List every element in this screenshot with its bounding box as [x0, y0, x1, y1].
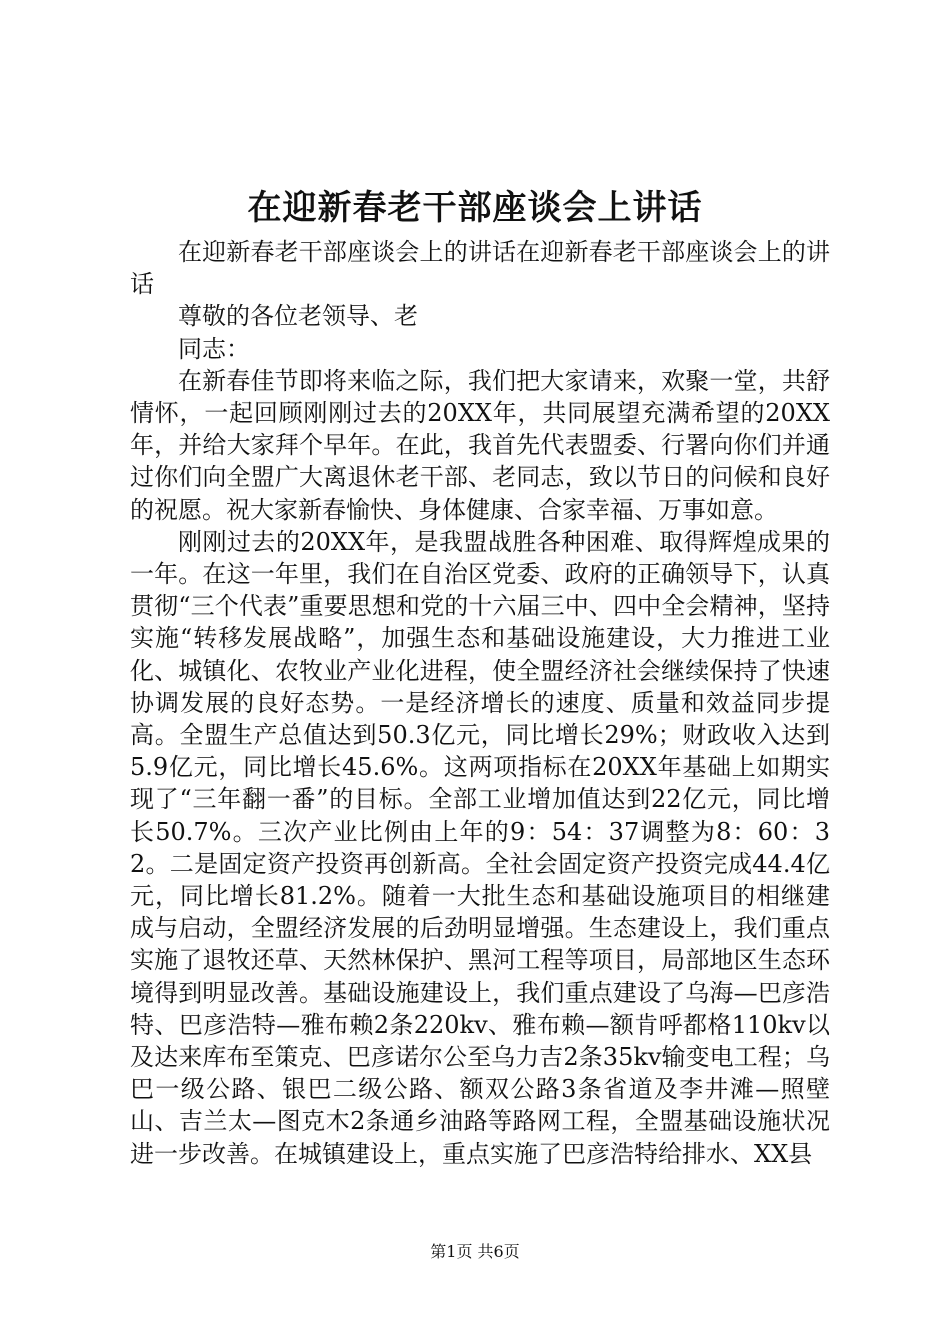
page-indicator: 第1页 共6页: [430, 1242, 520, 1261]
document-title: 在迎新春老干部座谈会上讲话: [247, 188, 703, 228]
paragraph-salutation: 尊敬的各位老领导、老: [178, 302, 418, 331]
paragraph-salutation-cont: 同志：: [178, 334, 250, 363]
paragraph-greeting: 在新春佳节即将来临之际，我们把大家请来，欢聚一堂，共舒情怀，一起回顾刚刚过去的20XX年，共同展望充满希望的20XX年，并给大家拜个早年。在此，我首先代表盟委、行署向你们并通过你们向全盟广大离退休老干部、老同志，致以节日的问候和良好的祝愿。祝大家新春愉快、身体健康、合家幸福、万事如意。: [130, 366, 830, 524]
document-body: [130, 236, 830, 1170]
paragraph-review: 刚刚过去的20XX年，是我盟战胜各种困难、取得辉煌成果的一年。在这一年里，我们在自治区党委、政府的正确领导下，认真贯彻“三个代表”重要思想和党的十六届三中、四中全会精神，坚持实施“转移发展战略”，加强生态和基础设施建设，大力推进工业化、城镇化、农牧业产业化进程，使全盟经济社会继续保持了快速协调发展的良好态势。一是经济增长的速度、质量和效益同步提高。全盟生产总值达到50.3亿元，同比增长29%；财政收入达到5.9亿元，同比增长45.6%。这两项指标在20XX年基础上如期实现了“三年翻一番”的目标。全部工业增加值达到22亿元，同比增长50.7%。三次产业比例由上年的9：54：37调整为8：60：32。二是固定资产投资再创新高。全社会固定资产投资完成44.4亿元，同比增长81.2%。随着一大批生态和基础设施项目的相继建成与启动，全盟经济发展的后劲明显增强。生态建设上，我们重点实施了退牧还草、天然林保护、黑河工程等项目，局部地区生态环境得到明显改善。基础设施建设上，我们重点建设了乌海—巴彦浩特、巴彦浩特—雅布赖2条220kv、雅布赖—额肯呼都格110kv以及达来库布至策克、巴彦诺尔公至乌力吉2条35kv输变电工程；乌巴一级公路、银巴二级公路、额双公路3条省道及李井滩—照壁山、吉兰太—图克木2条通乡油路等路网工程，全盟基础设施状况进一步改善。在城镇建设上，重点实施了巴彦浩特给排水、XX县: [130, 527, 830, 1168]
paragraph-heading-repeat: 在迎新春老干部座谈会上的讲话在迎新春老干部座谈会上的讲话: [130, 238, 830, 299]
